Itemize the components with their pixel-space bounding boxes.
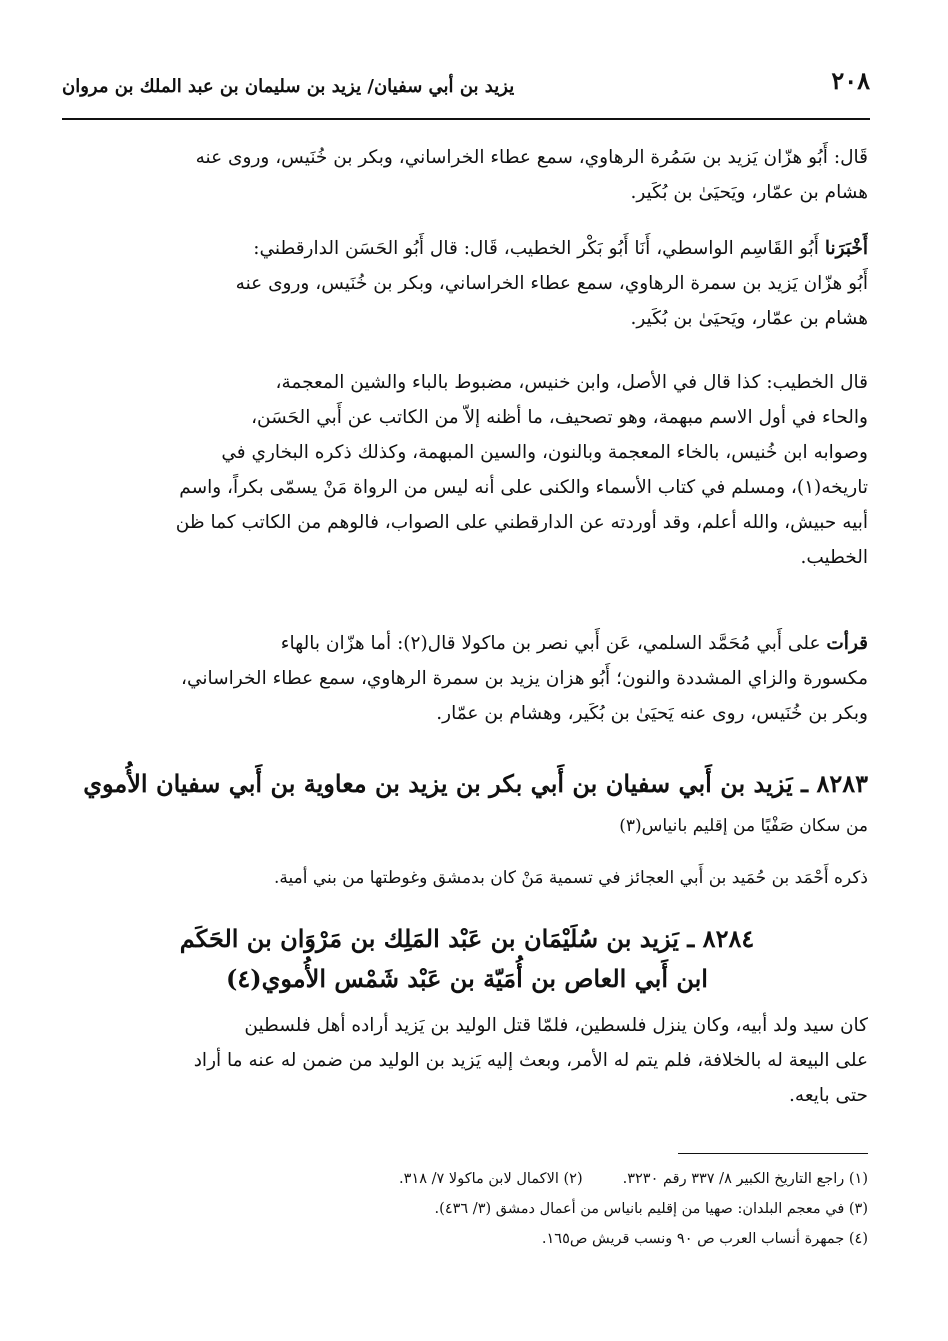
- text-line: [66, 231, 868, 266]
- footnote-3: (٣) في معجم البلدان: صهيا من إقليم بانياس من أعمال دمشق (٣/ ٤٣٦).: [434, 1201, 868, 1217]
- text-line: الخطيب.: [800, 547, 868, 568]
- footnotes: [200, 1164, 868, 1254]
- text-line: هشام بن عمّار، ويَحيَىٰ بن بُكَير.: [630, 308, 868, 329]
- text-line: مكسورة والزاي المشددة والنون؛ أَبُو هزان يزيد بن سمرة الرهاوي، سمع عطاء الخراساني،: [180, 668, 868, 689]
- entry-8284-title-line1: ٨٢٨٤ ـ يَزيد بن سُلَيْمَان بن عَبْد المَلِك بن مَرْوَان بن الحَكَم: [179, 924, 755, 953]
- paragraph-1: [66, 140, 868, 210]
- paragraph-lead-word: قرأت: [826, 633, 868, 654]
- text-line: هشام بن عمّار، ويَحيَىٰ بن بُكَير.: [630, 182, 868, 203]
- text-line: وبكر بن خُنَيس، روى عنه يَحيَىٰ بن بُكَير، وهشام بن عمّار.: [436, 703, 868, 724]
- text-line: تاريخه(١)، ومسلم في كتاب الأسماء والكنى على أنه ليس من الرواة مَنْ يسمّى بكراً، واسم: [179, 477, 868, 498]
- footnote-row: [200, 1164, 868, 1194]
- entry-8284-text: [66, 1008, 868, 1113]
- paragraph-3: [66, 365, 868, 575]
- footnote-2: (٢) الاكمال لابن ماكولا ٧/ ٣١٨.: [399, 1171, 583, 1187]
- footnote-rule: [678, 1153, 868, 1154]
- text-line: قال الخطيب: كذا قال في الأصل، وابن خنيس، مضبوط بالباء والشين المعجمة،: [275, 372, 868, 393]
- text-line: قَال: أَبُو هزّان يَزيد بن سَمُرة الرهاوي، سمع عطاء الخراساني، وبكر بن خُنَيس، وروى عنه: [195, 147, 868, 168]
- page-number: ٢٠٨: [831, 66, 870, 95]
- page-header: [62, 66, 870, 114]
- text-line: والحاء في أول الاسم مبهمة، وهو تصحيف، ما أظنه إلاّ من الكاتب عن أَبي الحَسَن،: [251, 407, 868, 428]
- header-rule: [62, 118, 870, 120]
- footnote-4: (٤) جمهرة أنساب العرب ص ٩٠ ونسب قريش ص١٦٥.: [541, 1231, 868, 1247]
- text-line: كان سيد ولد أبيه، وكان ينزل فلسطين، فلمّا قتل الوليد بن يَزيد أراده أهل فلسطين: [244, 1015, 868, 1036]
- entry-8283-text: ذكره أَحْمَد بن حُمَيد بن أَبي العجائز في تسمية مَنْ كان بدمشق وغوطتها من بني أمية.: [273, 868, 868, 888]
- text-line: على البيعة له بالخلافة، فلم يتم له الأمر، وبعث إليه يَزيد بن الوليد من ضمن له عنه ما أراد: [193, 1050, 868, 1071]
- text-fragment: أَبُو القَاسِم الواسطي، أَنَا أَبُو بَكْر الخطيب، قَال: قال أَبُو الحَسَن الدارقطني:: [253, 238, 819, 259]
- text-line: أبيه حبيش، والله أعلم، وقد أوردته عن الدارقطني على الصواب، فالوهم من الكاتب كما ظن: [175, 512, 868, 533]
- running-head: يزيد بن أبي سفيان/ يزيد بن سليمان بن عبد الملك بن مروان: [62, 76, 515, 97]
- entry-8283-title: ٨٢٨٣ ـ يَزيد بن أَبي سفيان بن أَبي بكر بن يزيد بن معاوية بن أَبي سفيان الأُموي: [83, 769, 868, 798]
- paragraph-4: [66, 626, 868, 731]
- text-line: حتى بايعه.: [789, 1085, 868, 1106]
- text-line: وصوابه ابن خُنيس، بالخاء المعجمة وبالنون، والسين المبهمة، وكذلك ذكره البخاري في: [221, 442, 868, 463]
- entry-8283-subtitle: من سكان صَفْيًا من إقليم بانياس(٣): [619, 816, 868, 836]
- footnote-1: (١) راجع التاريخ الكبير ٨/ ٣٣٧ رقم ٣٢٣٠.: [622, 1171, 868, 1187]
- text-fragment: على أَبي مُحَمَّد السلمي، عَن أَبي نصر بن ماكولا قال(٢): أما هزّان بالهاء: [280, 633, 821, 654]
- text-line: [66, 626, 868, 661]
- paragraph-lead-word: أَخْبَرَنا: [824, 238, 868, 259]
- paragraph-2: [66, 231, 868, 336]
- entry-8284-title-line2: ابن أَبي العاص بن أُمَيّة بن عَبْد شَمْس الأُموي(٤): [226, 964, 708, 993]
- text-line: أَبُو هزّان يَزيد بن سمرة الرهاوي، سمع عطاء الخراساني، وبكر بن خُنَيس، وروى عنه: [235, 273, 868, 294]
